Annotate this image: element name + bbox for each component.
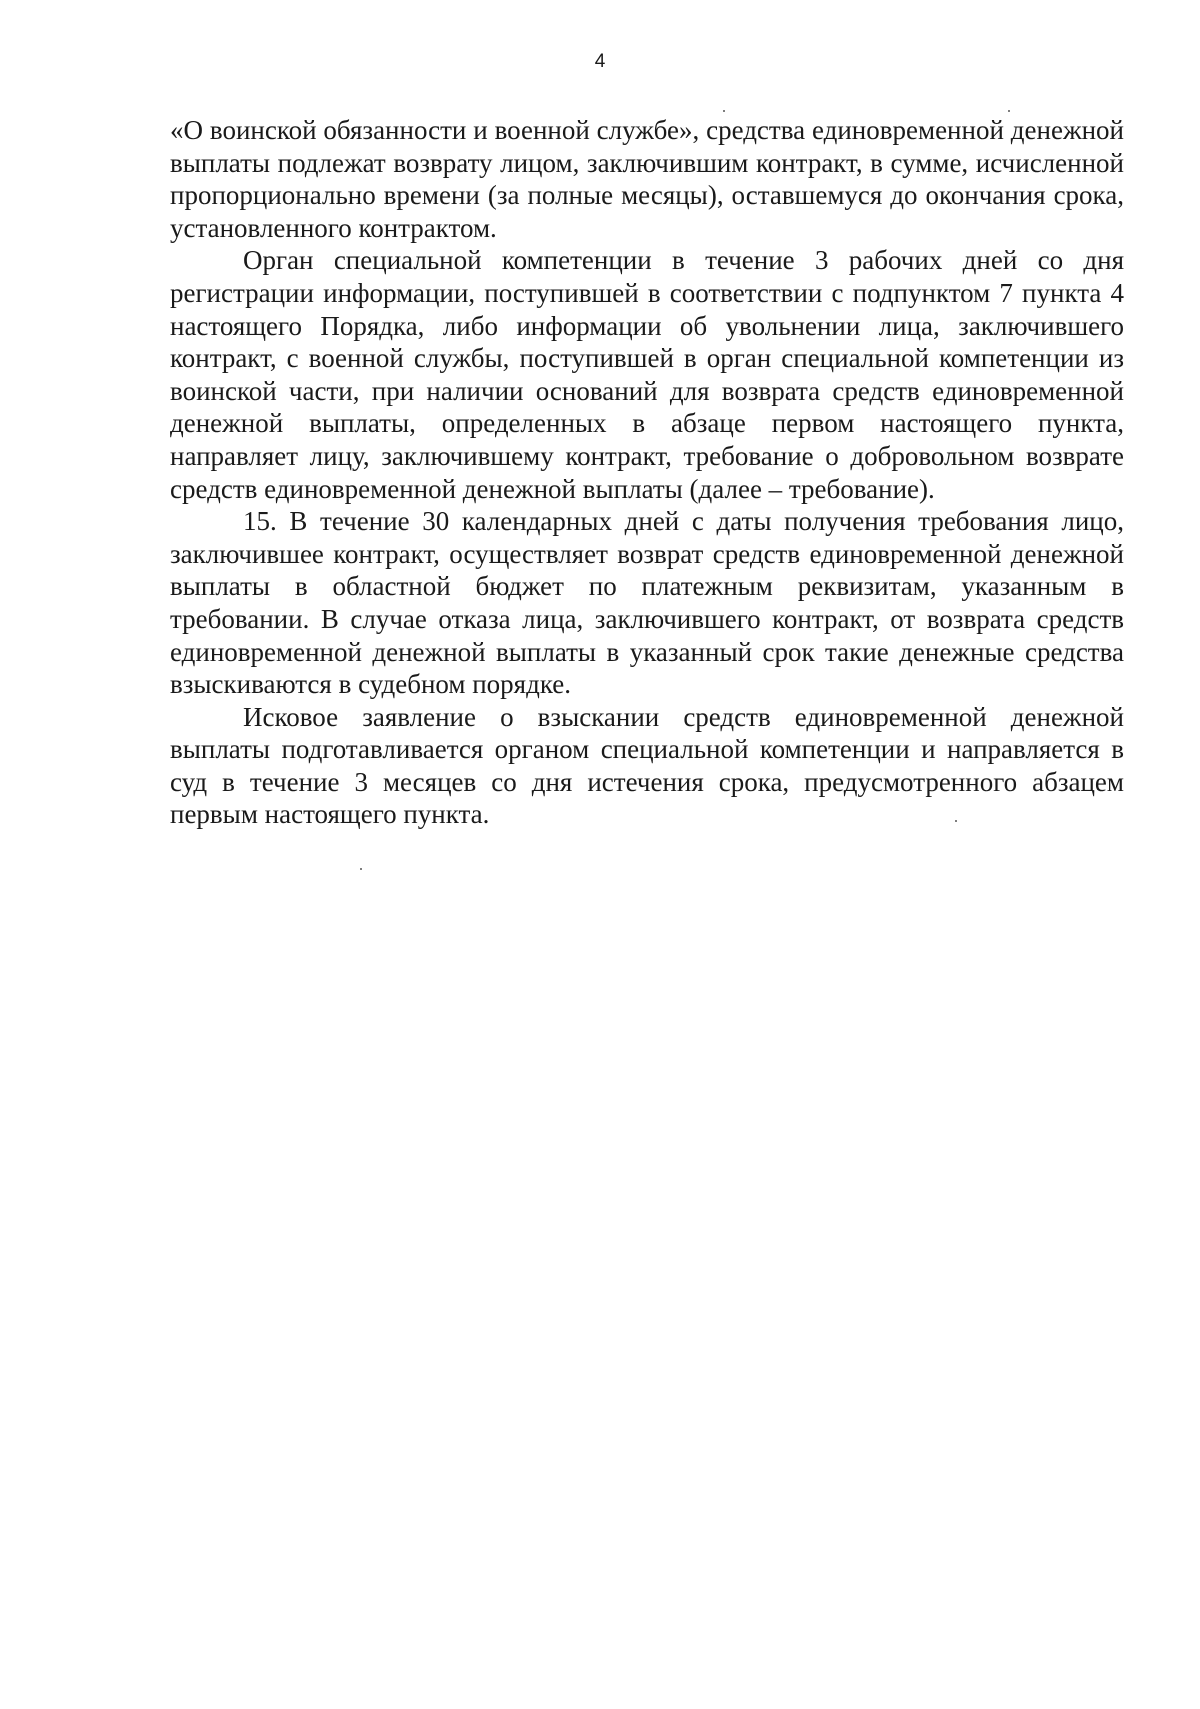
document-body bbox=[170, 114, 1124, 831]
paragraph-1: «О воинской обязанности и военной службе», средства единовременной денежной выплаты подлежат возврату лицом, заключившим контракт, в сумме, исчисленной пропорционально времени (за полные месяцы), оставшемуся до окончания срока, установленного контрактом. bbox=[170, 115, 1124, 243]
scan-speck bbox=[360, 868, 362, 870]
page-number: 4 bbox=[594, 51, 606, 72]
paragraph-2: Орган специальной компетенции в течение 3 рабочих дней со дня регистрации информации, поступившей в соответствии с подпунктом 7 пункта 4 настоящего Порядка, либо информации об увольнении лица, заключившего контракт, с военной службы, поступившей в орган специальной компетенции из воинской части, при наличии оснований для возврата средств единовременной денежной выплаты, определенных в абзаце первом настоящего пункта, направляет лицу, заключившему контракт, требование о добровольном возврате средств единовременной денежной выплаты (далее – требование). bbox=[170, 245, 1124, 504]
paragraph-3-section-15: 15. В течение 30 календарных дней с даты получения требования лицо, заключившее контракт, осуществляет возврат средств единовременной денежной выплаты в областной бюджет по платежным реквизитам, указанным в требовании. В случае отказа лица, заключившего контракт, от возврата средств единовременной денежной выплаты в указанный срок такие денежные средства взыскиваются в судебном порядке. bbox=[170, 506, 1124, 700]
scan-speck bbox=[723, 110, 725, 112]
scan-speck bbox=[955, 820, 957, 822]
scan-speck bbox=[1008, 110, 1010, 112]
paragraph-4: Исковое заявление о взыскании средств единовременной денежной выплаты подготавливается органом специальной компетенции и направляется в суд в течение 3 месяцев со дня истечения срока, предусмотренного абзацем первым настоящего пункта. bbox=[170, 701, 1124, 830]
